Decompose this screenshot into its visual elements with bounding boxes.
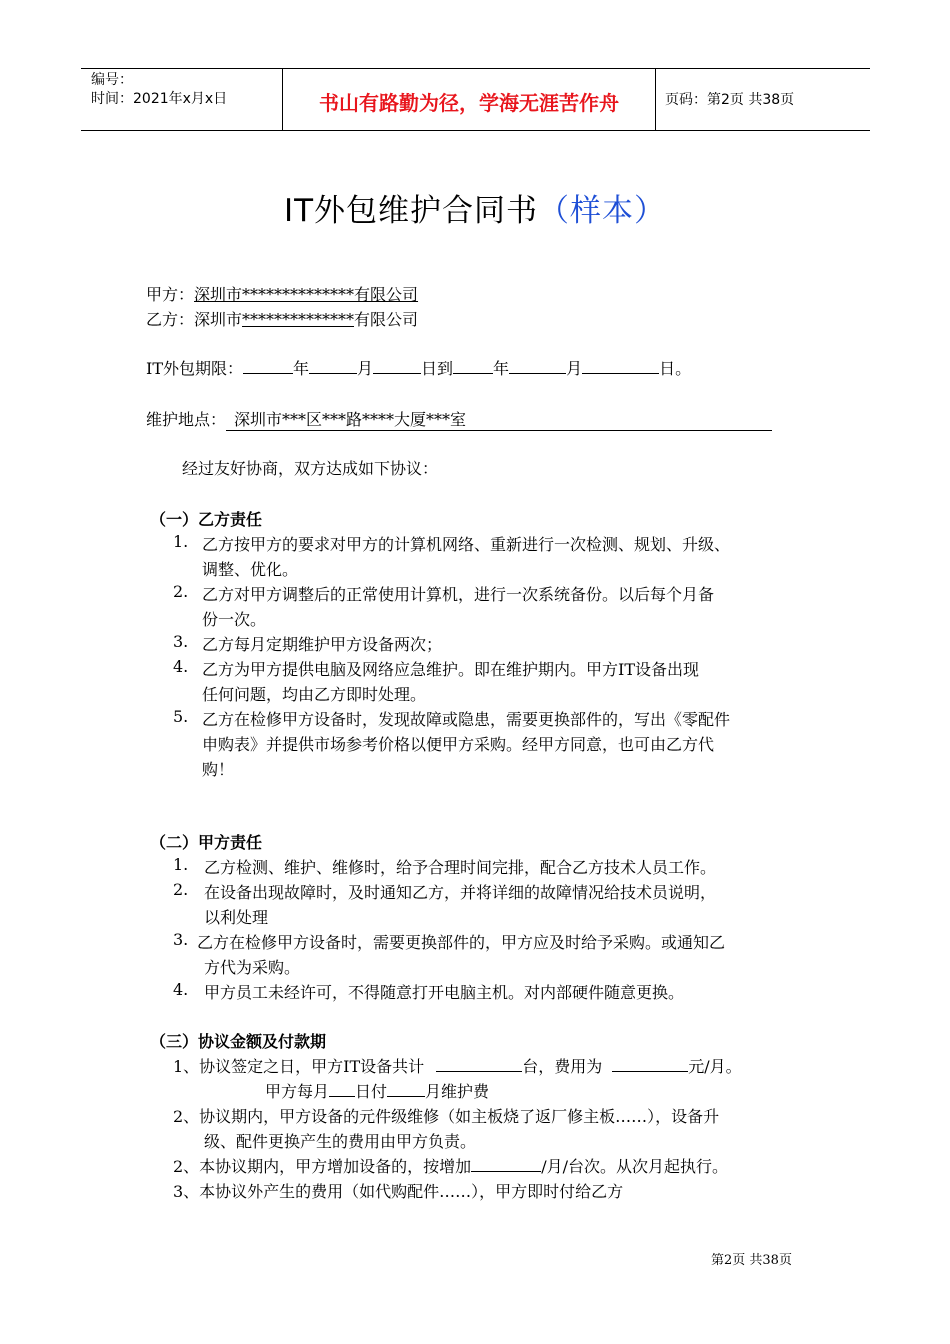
list-item-line: 乙方每月定期维护甲方设备两次； (202, 635, 443, 654)
list-item-line: 甲方员工未经许可，不得随意打开电脑主机。对内部硬件随意更换。 (204, 983, 685, 1002)
header-meta (91, 71, 227, 109)
title-main: IT外包维护合同书 (283, 193, 539, 229)
list-item-line: 方代为采购。 (204, 958, 301, 977)
blank-field (387, 1082, 425, 1097)
payment-text: 元/月。 (688, 1057, 742, 1076)
payment-line-2 (265, 1079, 489, 1102)
payment-line-1 (173, 1054, 742, 1077)
party-b-line (146, 307, 418, 330)
location-line (146, 407, 772, 431)
list-number: 2. (173, 582, 189, 601)
blank-field (373, 359, 421, 374)
page-header (81, 68, 870, 131)
blank-field (509, 359, 566, 374)
payment-text: 月维护费 (425, 1082, 490, 1101)
list-number: 5. (173, 707, 189, 726)
motto: 书山有路勤为径，学海无涯苦作舟 (319, 91, 619, 115)
period-year-2: 年 (493, 359, 510, 378)
list-number: 3. (173, 930, 189, 949)
blank-field (612, 1057, 688, 1072)
page-footer: 第2页 共38页 (711, 1253, 792, 1268)
list-item-line: 份一次。 (202, 610, 267, 629)
blank-field (436, 1057, 522, 1072)
payment-text: 甲方每月 (265, 1082, 330, 1101)
party-a-name: 深圳市**************有限公司 (194, 285, 419, 304)
location-value: 深圳市***区***路****大厦***室 (226, 407, 772, 431)
list-number: 3. (173, 632, 189, 651)
list-item-line: 乙方为甲方提供电脑及网络应急维护。即在维护期内。甲方IT设备出现 (202, 660, 699, 679)
blank-field (582, 359, 659, 374)
payment-text: 台，费用为 (522, 1057, 603, 1076)
payment-text: 1、协议签定之日，甲方IT设备共计 (173, 1057, 425, 1076)
blank-field (329, 1082, 355, 1097)
list-number: 2. (173, 880, 189, 899)
list-number: 4. (173, 657, 189, 676)
period-day-2: 日。 (659, 359, 692, 378)
payment-text: /月/台次。从次月起执行。 (541, 1157, 728, 1176)
list-item-line: 以利处理 (204, 908, 269, 927)
blank-field (471, 1157, 541, 1172)
list-number: 4. (173, 980, 189, 999)
list-item-line: 乙方按甲方的要求对甲方的计算机网络、重新进行一次检测、规划、升级、 (202, 535, 731, 554)
party-b-label: 乙方：深圳市 (146, 310, 243, 329)
list-number: 1. (173, 855, 189, 874)
list-item-line: 乙方在检修甲方设备时，需要更换部件的，甲方应及时给予采购。或通知乙 (197, 933, 726, 952)
party-a-line (146, 282, 418, 305)
payment-text: 日付 (355, 1082, 388, 1101)
time-label: 时间：2021年x月x日 (91, 91, 228, 107)
period-year-1: 年 (293, 359, 310, 378)
payment-line-6: 3、本协议外产生的费用（如代购配件……），甲方即时付给乙方 (173, 1182, 624, 1201)
list-item-line: 在设备出现故障时，及时通知乙方，并将详细的故障情况给技术员说明， (204, 883, 717, 902)
divider (655, 69, 656, 130)
party-b-stars: ************** (242, 310, 355, 329)
list-item-line: 任何问题，均由乙方即时处理。 (202, 685, 427, 704)
blank-field (453, 359, 493, 374)
list-item-line: 乙方检测、维护、维修时，给予合理时间完排，配合乙方技术人员工作。 (204, 858, 717, 877)
party-a-label: 甲方： (146, 285, 195, 304)
period-label: IT外包期限： (146, 359, 243, 378)
title-suffix: （样本） (538, 193, 667, 229)
list-item-line: 申购表》并提供市场参考价格以便甲方采购。经甲方同意，也可由乙方代 (202, 735, 715, 754)
location-label: 维护地点： (146, 410, 227, 429)
payment-text: 2、本协议期内，甲方增加设备的，按增加 (173, 1157, 472, 1176)
blank-field (309, 359, 357, 374)
intro-text: 经过友好协商，双方达成如下协议： (182, 459, 439, 478)
payment-line-4: 级、配件更换产生的费用由甲方负责。 (204, 1132, 477, 1151)
list-item-line: 乙方在检修甲方设备时，发现故障或隐患，需要更换部件的，写出《零配件 (202, 710, 731, 729)
section-2-heading: （二）甲方责任 (150, 833, 263, 852)
period-month-1: 月 (357, 359, 374, 378)
page-number-label: 页码：第2页 共38页 (665, 92, 795, 108)
section-1-heading: （一）乙方责任 (150, 510, 263, 529)
period-day-1: 日到 (421, 359, 454, 378)
blank-field (243, 359, 293, 374)
list-item-line: 乙方对甲方调整后的正常使用计算机，进行一次系统备份。以后每个月备 (202, 585, 715, 604)
period-line (146, 356, 691, 379)
section-3-heading: （三）协议金额及付款期 (150, 1032, 327, 1051)
list-item-line: 调整、优化。 (202, 560, 299, 579)
payment-line-5 (173, 1154, 728, 1177)
list-number: 1. (173, 532, 189, 551)
period-month-2: 月 (566, 359, 583, 378)
list-item-line: 购！ (202, 760, 235, 779)
payment-line-3: 2、协议期内，甲方设备的元件级维修（如主板烧了返厂修主板……），设备升 (173, 1107, 720, 1126)
party-b-suffix: 有限公司 (354, 310, 419, 329)
document-title (0, 185, 950, 230)
number-label: 编号： (91, 72, 133, 88)
